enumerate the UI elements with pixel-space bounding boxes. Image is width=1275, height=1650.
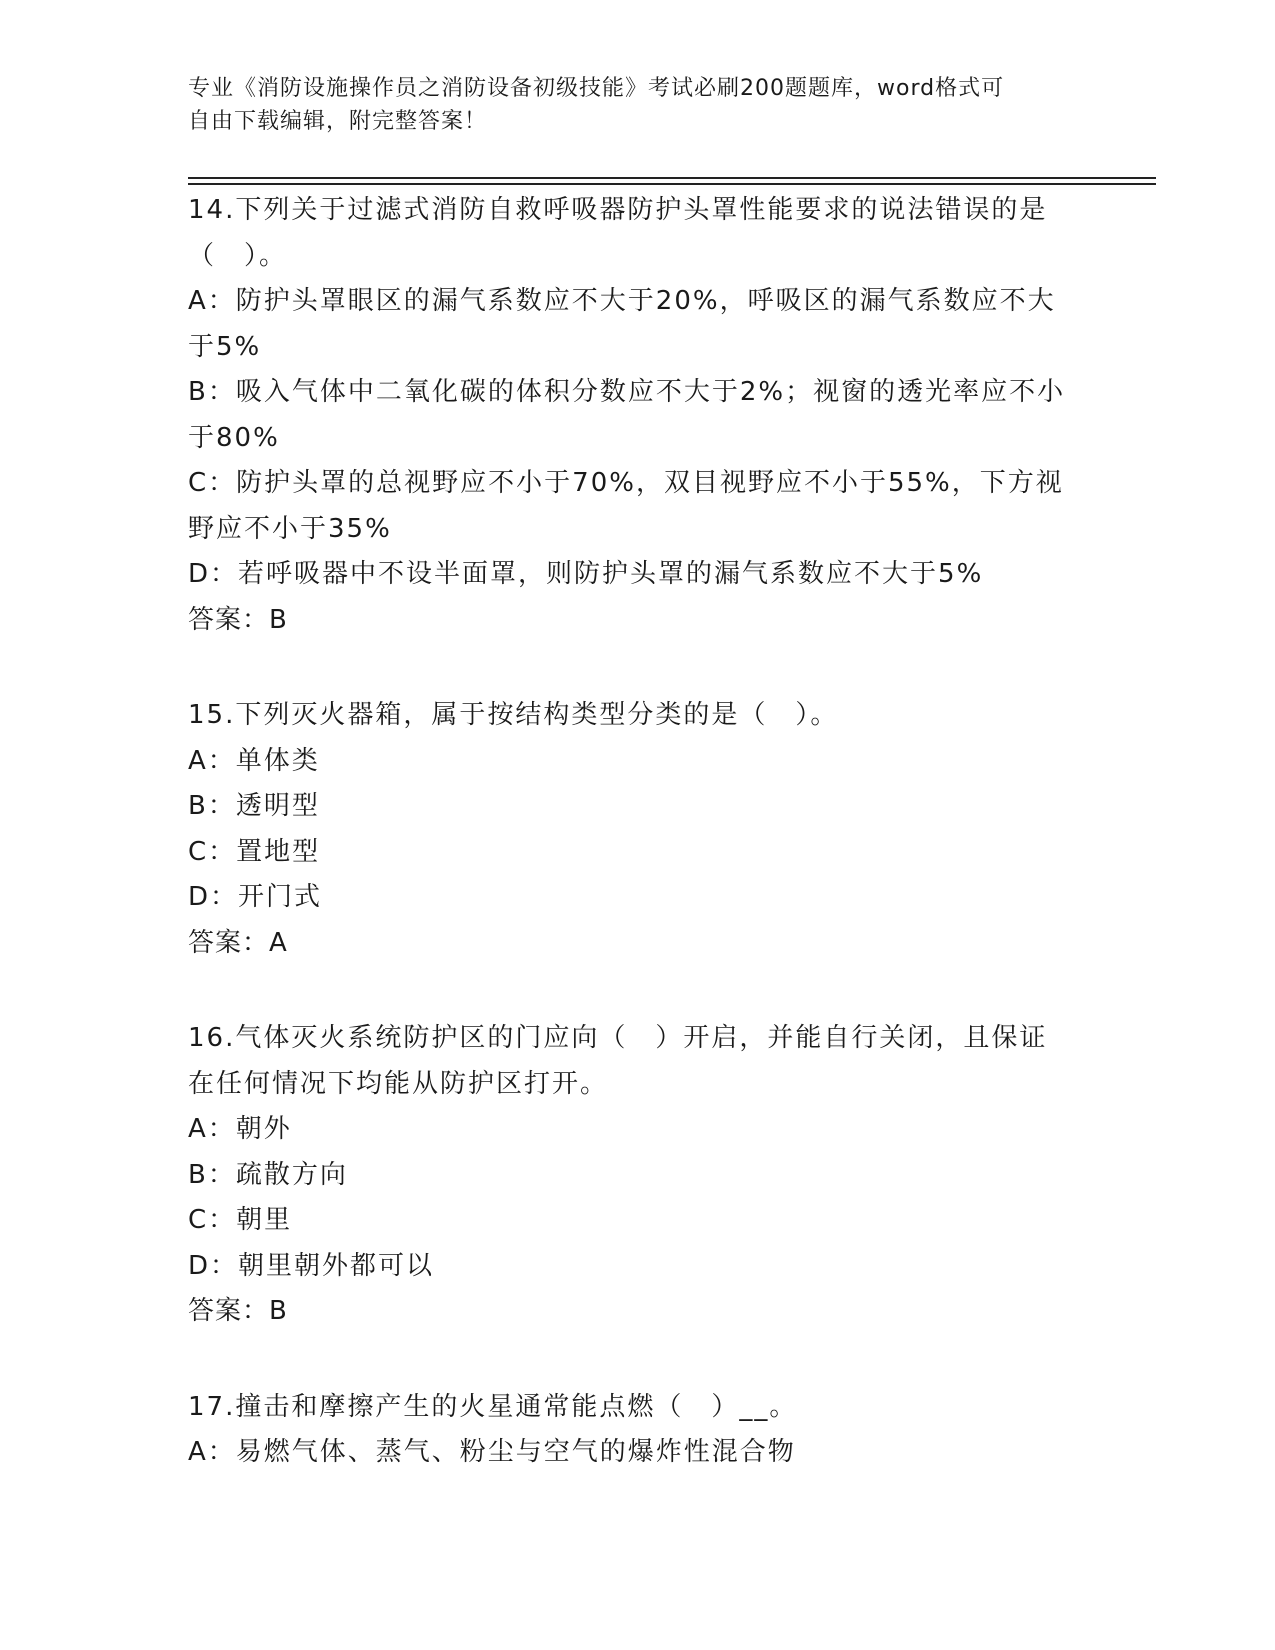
option-c: C：置地型	[188, 836, 321, 867]
option-b: B：疏散方向	[188, 1159, 348, 1190]
document-header	[188, 72, 1068, 138]
option-b: B：透明型	[188, 791, 320, 821]
header-divider-top	[188, 177, 1156, 179]
option-a: A：朝外	[188, 1114, 292, 1144]
option-a: A：单体类	[188, 745, 320, 776]
option-d: D：若呼吸器中不设半面罩，则防护头罩的漏气系数应不大于5%	[188, 559, 984, 589]
question-15	[188, 693, 1088, 966]
option-b-cont: 于80%	[188, 422, 280, 453]
answer: 答案：A	[188, 927, 288, 958]
option-a-cont: 于5%	[188, 331, 262, 362]
answer: 答案：B	[188, 1296, 288, 1326]
question-stem: 16.气体灭火系统防护区的门应向（ ）开启，并能自行关闭，且保证	[188, 1023, 1048, 1053]
header-line-1: 专业《消防设施操作员之消防设备初级技能》考试必刷200题题库，word格式可	[188, 76, 1005, 101]
option-c-cont: 野应不小于35%	[188, 513, 392, 544]
option-c: C：朝里	[188, 1205, 293, 1235]
question-16	[188, 1016, 1088, 1335]
question-stem: 14.下列关于过滤式消防自救呼吸器防护头罩性能要求的说法错误的是	[188, 195, 1048, 225]
answer: 答案：B	[188, 604, 288, 635]
option-a: A：防护头罩眼区的漏气系数应不大于20%，呼吸区的漏气系数应不大	[188, 286, 1056, 316]
question-17	[188, 1385, 1088, 1476]
question-stem: 15.下列灭火器箱，属于按结构类型分类的是（ ）。	[188, 700, 839, 730]
option-c: C：防护头罩的总视野应不小于70%，双目视野应不小于55%，下方视	[188, 468, 1064, 498]
option-d: D：开门式	[188, 882, 323, 912]
question-stem-cont: 在任何情况下均能从防护区打开。	[188, 1068, 609, 1099]
question-stem-cont: （ ）。	[188, 240, 288, 271]
option-b: B：吸入气体中二氧化碳的体积分数应不大于2%；视窗的透光率应不小	[188, 377, 1066, 407]
option-d: D：朝里朝外都可以	[188, 1250, 435, 1281]
question-list	[188, 188, 1088, 1476]
option-a: A：易燃气体、蒸气、粉尘与空气的爆炸性混合物	[188, 1437, 796, 1467]
question-stem: 17.撞击和摩擦产生的火星通常能点燃（ ）__。	[188, 1391, 798, 1422]
header-divider-bottom	[188, 183, 1156, 185]
question-14	[188, 188, 1088, 643]
header-line-2: 自由下载编辑，附完整答案！	[188, 109, 488, 134]
